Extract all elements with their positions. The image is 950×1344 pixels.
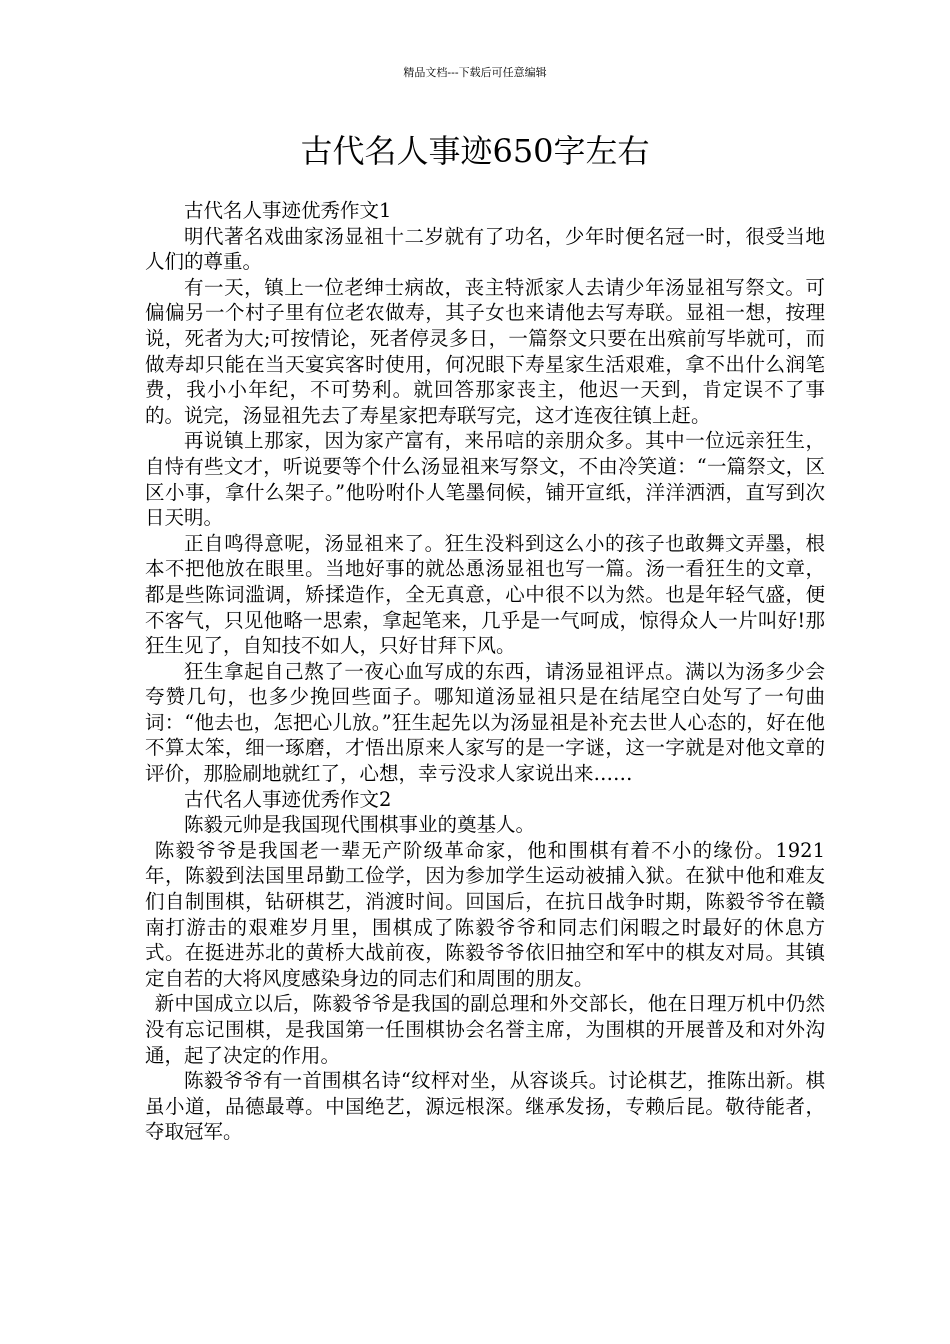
paragraph: 狂生拿起自己熬了一夜心血写成的东西，请汤显祖评点。满以为汤多少会夸赞几句，也多少挽回些面子。哪知道汤显祖只是在结尾空白处写了一句曲词：“他去也，怎把心儿放。”狂生起先以为汤显祖是补充去世人心态的，好在他不算太笨，细一琢磨，才悟出原来人家写的是一字谜，这一字就是对他文章的评价，那脸刷地就红了，心想，幸亏没求人家说出来……	[145, 659, 825, 786]
page-header: 精品文档---下载后可任意编辑	[403, 66, 547, 79]
paragraph: 古代名人事迹优秀作文2	[184, 787, 392, 811]
paragraph: 陈毅元帅是我国现代围棋事业的奠基人。	[184, 813, 536, 837]
paragraph: 再说镇上那家，因为家产富有，来吊唁的亲朋众多。其中一位远亲狂生，自恃有些文才，听说要等个什么汤显祖来写祭文，不由冷笑道：“一篇祭文，区区小事，拿什么架子。”他吩咐仆人笔墨伺候，铺开宣纸，洋洋洒洒，直写到次日天明。	[145, 429, 825, 530]
paragraph: 陈毅爷爷是我国老一辈无产阶级革命家，他和围棋有着不小的缘份。1921年，陈毅到法国里昂勤工俭学，因为参加学生运动被捕入狱。在狱中他和难友们自制围棋，钻研棋艺，消渡时间。回国后，在抗日战争时期，陈毅爷爷在赣南打游击的艰难岁月里，围棋成了陈毅爷爷和同志们闲暇之时最好的休息方式。在挺进苏北的黄桥大战前夜，陈毅爷爷依旧抽空和军中的棋友对局。其镇定自若的大将风度感染身边的同志们和周围的朋友。	[145, 838, 825, 990]
paragraph: 陈毅爷爷有一首围棋名诗“纹枰对坐，从容谈兵。讨论棋艺，推陈出新。棋虽小道，品德最尊。中国绝艺，源远根深。继承发扬，专赖后昆。敬待能者，夺取冠军。	[145, 1069, 825, 1144]
paragraph: 明代著名戏曲家汤显祖十二岁就有了功名，少年时便名冠一时，很受当地人们的尊重。	[145, 224, 825, 274]
paragraph: 新中国成立以后，陈毅爷爷是我国的副总理和外交部长，他在日理万机中仍然没有忘记围棋，是我国第一任围棋协会名誉主席，为围棋的开展普及和对外沟通，起了决定的作用。	[145, 992, 825, 1067]
paragraph: 古代名人事迹优秀作文1	[184, 199, 392, 222]
document-body	[145, 198, 825, 1145]
paragraph: 正自鸣得意呢，汤显祖来了。狂生没料到这么小的孩子也敢舞文弄墨，根本不把他放在眼里。当地好事的就怂恿汤显祖也写一篇。汤一看狂生的文章，都是些陈词滥调，矫揉造作，全无真意，心中很不以为然。也是年轻气盛，便不客气，只见他略一思索，拿起笔来，几乎是一气呵成，惊得众人一片叫好!那狂生见了，自知技不如人，只好甘拜下风。	[145, 531, 825, 658]
document-title: 古代名人事迹650字左右	[300, 132, 650, 170]
paragraph: 有一天，镇上一位老绅士病故，丧主特派家人去请少年汤显祖写祭文。可偏偏另一个村子里有位老农做寿，其子女也来请他去写寿联。显祖一想，按理说，死者为大;可按情论，死者停灵多日，一篇祭文只要在出殡前写毕就可，而做寿却只能在当天宴宾客时使用，何况眼下寿星家生活艰难，拿不出什么润笔费，我小小年纪，不可势利。就回答那家丧主，他迟一天到，肯定误不了事的。说完，汤显祖先去了寿星家把寿联写完，这才连夜往镇上赶。	[145, 275, 825, 427]
